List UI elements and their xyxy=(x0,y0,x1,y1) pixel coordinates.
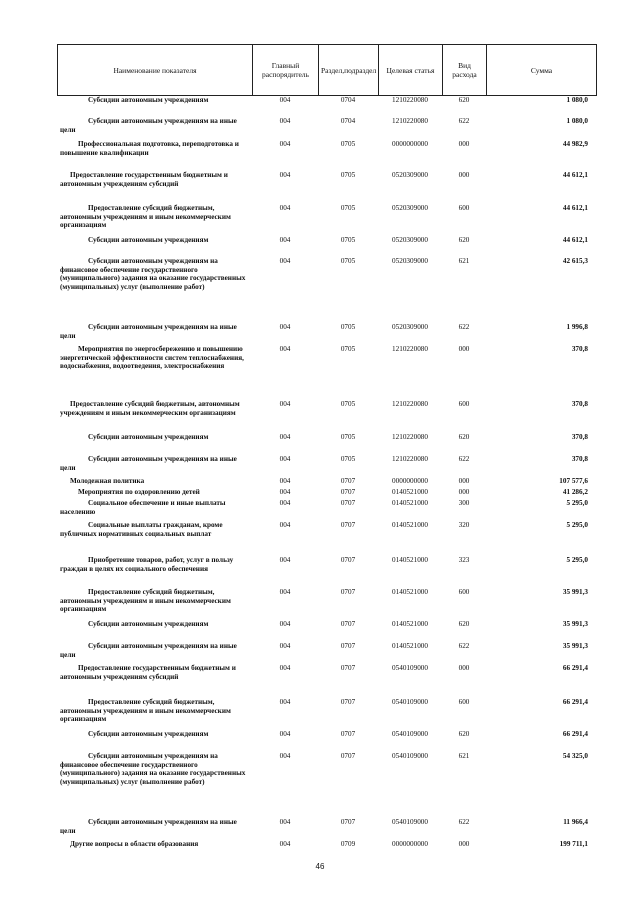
row-rasp: 004 xyxy=(279,236,291,244)
header-name: Наименование показателя xyxy=(58,45,253,96)
row-cel: 0540109000 xyxy=(392,730,428,738)
row-razd: 0707 xyxy=(340,642,356,650)
row-sum: 42 615,3 xyxy=(562,257,588,265)
row-name: Профессиональная подготовка, переподготовка и повышение квалификации xyxy=(60,140,239,157)
row-name: Социальное обеспечение и иные выплаты населению xyxy=(60,499,226,516)
row-razd: 0707 xyxy=(340,698,356,706)
row-rasp: 004 xyxy=(279,642,291,650)
row-sum: 1 080,0 xyxy=(566,96,588,104)
row-sum: 5 295,0 xyxy=(566,556,588,564)
row-razd: 0705 xyxy=(340,323,356,331)
row-razd: 0705 xyxy=(340,257,356,265)
row-name: Субсидии автономным учреждениям xyxy=(88,96,209,104)
row-razd: 0707 xyxy=(340,818,356,826)
row-vid: 000 xyxy=(458,140,470,148)
row-rasp: 004 xyxy=(279,171,291,179)
row-rasp: 004 xyxy=(279,620,291,628)
row-vid: 000 xyxy=(458,840,470,848)
row-rasp: 004 xyxy=(279,257,291,265)
row-name: Субсидии автономным учреждениям xyxy=(88,620,209,628)
row-name: Молодежная политика xyxy=(70,477,145,485)
row-rasp: 004 xyxy=(279,433,291,441)
header-sum: Сумма xyxy=(487,45,597,96)
row-razd: 0707 xyxy=(340,521,356,529)
row-rasp: 004 xyxy=(279,140,291,148)
row-rasp: 004 xyxy=(279,345,291,353)
row-rasp: 004 xyxy=(279,455,291,463)
row-cel: 1210220080 xyxy=(392,345,428,353)
row-rasp: 004 xyxy=(279,556,291,564)
row-razd: 0709 xyxy=(340,840,356,848)
row-sum: 199 711,1 xyxy=(559,840,588,848)
row-rasp: 004 xyxy=(279,477,291,485)
row-vid: 621 xyxy=(458,752,470,760)
row-rasp: 004 xyxy=(279,840,291,848)
row-cel: 0140521000 xyxy=(392,556,428,564)
row-sum: 44 612,1 xyxy=(562,236,588,244)
row-sum: 35 991,3 xyxy=(562,642,588,650)
row-razd: 0705 xyxy=(340,236,356,244)
row-cel: 0140521000 xyxy=(392,642,428,650)
row-vid: 600 xyxy=(458,698,470,706)
row-sum: 5 295,0 xyxy=(566,521,588,529)
row-name: Предоставление субсидий бюджетным, автономным учреждениям и иным некоммерческим организациям xyxy=(60,698,231,724)
row-cel: 0520309000 xyxy=(392,257,428,265)
row-sum: 66 291,4 xyxy=(562,698,588,706)
row-cel: 0140521000 xyxy=(392,521,428,529)
row-sum: 44 612,1 xyxy=(562,204,588,212)
row-sum: 370,8 xyxy=(571,400,588,408)
row-cel: 0000000000 xyxy=(392,840,428,848)
row-sum: 5 295,0 xyxy=(566,499,588,507)
row-vid: 323 xyxy=(458,556,470,564)
row-sum: 54 325,0 xyxy=(562,752,588,760)
row-name: Предоставление субсидий бюджетным, автономным учреждениям и иным некоммерческим организациям xyxy=(60,588,231,614)
row-sum: 35 991,3 xyxy=(562,620,588,628)
row-cel: 0140521000 xyxy=(392,499,428,507)
row-vid: 000 xyxy=(458,488,470,496)
row-razd: 0707 xyxy=(340,664,356,672)
row-razd: 0707 xyxy=(340,730,356,738)
row-name: Субсидии автономным учреждениям на финансовое обеспечение государственного (муниципального) задания на оказание государственных (муниципальных) услуг (выполнение работ) xyxy=(60,752,246,786)
row-name: Мероприятия по энергосбережению и повышению энергетической эффективности систем теплоснабжения, водоснабжения, водоотведения, электроснабжения xyxy=(60,345,244,371)
row-rasp: 004 xyxy=(279,521,291,529)
row-name: Мероприятия по оздоровлению детей xyxy=(78,488,200,496)
row-cel: 0520309000 xyxy=(392,236,428,244)
row-cel: 0000000000 xyxy=(392,477,428,485)
row-name: Предоставление государственным бюджетным и автономным учреждениям субсидий xyxy=(60,664,236,681)
row-razd: 0705 xyxy=(340,433,356,441)
row-vid: 000 xyxy=(458,345,470,353)
row-vid: 600 xyxy=(458,588,470,596)
row-name: Субсидии автономным учреждениям на иные цели xyxy=(60,642,237,659)
row-vid: 320 xyxy=(458,521,470,529)
row-sum: 370,8 xyxy=(571,455,588,463)
row-name: Субсидии автономным учреждениям xyxy=(88,730,209,738)
row-name: Предоставление субсидий бюджетным, автономным учреждениям и иным некоммерческим организациям xyxy=(60,400,240,417)
row-name: Субсидии автономным учреждениям на иные цели xyxy=(60,117,237,134)
row-cel: 1210220080 xyxy=(392,455,428,463)
row-razd: 0705 xyxy=(340,455,356,463)
row-vid: 600 xyxy=(458,204,470,212)
row-razd: 0705 xyxy=(340,171,356,179)
row-razd: 0704 xyxy=(340,96,356,104)
row-vid: 620 xyxy=(458,236,470,244)
row-razd: 0707 xyxy=(340,556,356,564)
row-vid: 620 xyxy=(458,730,470,738)
row-sum: 35 991,3 xyxy=(562,588,588,596)
row-vid: 622 xyxy=(458,642,470,650)
row-cel: 1210220080 xyxy=(392,96,428,104)
row-name: Другие вопросы в области образования xyxy=(70,840,199,848)
row-name: Субсидии автономным учреждениям на финансовое обеспечение государственного (муниципального) задания на оказание государственных (муниципальных) услуг (выполнение работ) xyxy=(60,257,246,291)
row-name: Предоставление государственным бюджетным и автономным учреждениям субсидий xyxy=(60,171,228,188)
row-vid: 300 xyxy=(458,499,470,507)
row-sum: 44 982,9 xyxy=(562,140,588,148)
header-rasp: Главный распорядитель xyxy=(253,45,319,96)
row-razd: 0704 xyxy=(340,117,356,125)
row-cel: 0540109000 xyxy=(392,664,428,672)
row-rasp: 004 xyxy=(279,752,291,760)
row-rasp: 004 xyxy=(279,664,291,672)
row-rasp: 004 xyxy=(279,730,291,738)
row-cel: 1210220080 xyxy=(392,400,428,408)
row-sum: 66 291,4 xyxy=(562,730,588,738)
row-rasp: 004 xyxy=(279,698,291,706)
row-sum: 66 291,4 xyxy=(562,664,588,672)
row-vid: 622 xyxy=(458,818,470,826)
row-rasp: 004 xyxy=(279,96,291,104)
row-rasp: 004 xyxy=(279,488,291,496)
page-number: 46 xyxy=(315,862,325,871)
row-name: Субсидии автономным учреждениям xyxy=(88,236,209,244)
row-sum: 370,8 xyxy=(571,345,588,353)
row-sum: 107 577,6 xyxy=(559,477,588,485)
row-sum: 41 286,2 xyxy=(562,488,588,496)
row-sum: 370,8 xyxy=(571,433,588,441)
row-cel: 0540109000 xyxy=(392,698,428,706)
row-vid: 622 xyxy=(458,117,470,125)
row-name: Социальные выплаты гражданам, кроме публичных нормативных социальных выплат xyxy=(60,521,223,538)
table-header xyxy=(57,44,597,96)
row-vid: 000 xyxy=(458,171,470,179)
row-rasp: 004 xyxy=(279,117,291,125)
row-cel: 0000000000 xyxy=(392,140,428,148)
row-sum: 44 612,1 xyxy=(562,171,588,179)
row-cel: 1210220080 xyxy=(392,433,428,441)
row-razd: 0705 xyxy=(340,204,356,212)
row-sum: 1 996,8 xyxy=(566,323,588,331)
row-vid: 620 xyxy=(458,620,470,628)
row-rasp: 004 xyxy=(279,400,291,408)
row-razd: 0707 xyxy=(340,620,356,628)
row-cel: 0520309000 xyxy=(392,323,428,331)
row-rasp: 004 xyxy=(279,323,291,331)
row-name: Субсидии автономным учреждениям xyxy=(88,433,209,441)
row-razd: 0707 xyxy=(340,477,356,485)
row-razd: 0705 xyxy=(340,345,356,353)
row-vid: 622 xyxy=(458,455,470,463)
header-cel: Целевая статья xyxy=(379,45,443,96)
row-cel: 1210220080 xyxy=(392,117,428,125)
header-vid: Вид расхода xyxy=(443,45,487,96)
header-razd: Раздел,подраздел xyxy=(319,45,379,96)
row-name: Предоставление субсидий бюджетным, автономным учреждениям и иным некоммерческим организациям xyxy=(60,204,231,230)
row-razd: 0707 xyxy=(340,588,356,596)
row-vid: 600 xyxy=(458,400,470,408)
row-sum: 1 080,0 xyxy=(566,117,588,125)
row-vid: 620 xyxy=(458,433,470,441)
row-name: Субсидии автономным учреждениям на иные цели xyxy=(60,818,237,835)
row-razd: 0707 xyxy=(340,488,356,496)
row-razd: 0705 xyxy=(340,400,356,408)
row-rasp: 004 xyxy=(279,499,291,507)
row-cel: 0540109000 xyxy=(392,818,428,826)
row-name: Приобретение товаров, работ, услуг в пользу граждан в целях их социального обеспечения xyxy=(60,556,234,573)
row-cel: 0140521000 xyxy=(392,588,428,596)
row-rasp: 004 xyxy=(279,204,291,212)
row-razd: 0707 xyxy=(340,499,356,507)
row-razd: 0705 xyxy=(340,140,356,148)
row-cel: 0540109000 xyxy=(392,752,428,760)
row-vid: 000 xyxy=(458,664,470,672)
row-cel: 0140521000 xyxy=(392,620,428,628)
row-razd: 0707 xyxy=(340,752,356,760)
row-cel: 0520309000 xyxy=(392,204,428,212)
row-rasp: 004 xyxy=(279,588,291,596)
row-name: Субсидии автономным учреждениям на иные цели xyxy=(60,455,237,472)
row-vid: 000 xyxy=(458,477,470,485)
row-vid: 620 xyxy=(458,96,470,104)
row-rasp: 004 xyxy=(279,818,291,826)
row-vid: 622 xyxy=(458,323,470,331)
row-vid: 621 xyxy=(458,257,470,265)
row-cel: 0520309000 xyxy=(392,171,428,179)
row-sum: 11 966,4 xyxy=(563,818,588,826)
row-cel: 0140521000 xyxy=(392,488,428,496)
row-name: Субсидии автономным учреждениям на иные цели xyxy=(60,323,237,340)
